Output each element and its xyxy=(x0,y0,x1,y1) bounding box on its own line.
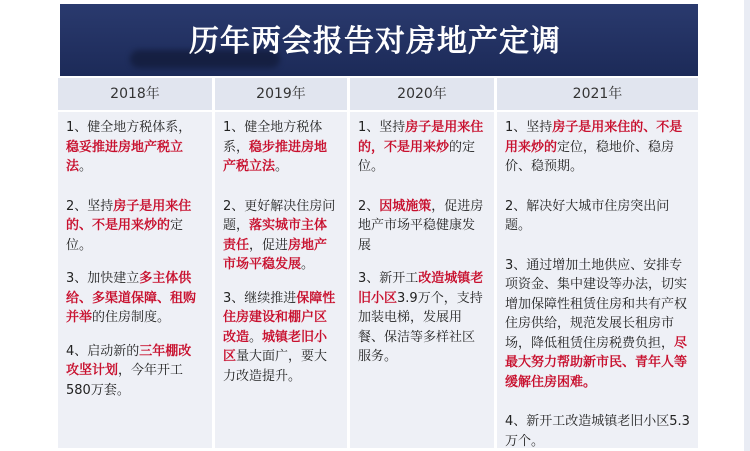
item-1 xyxy=(66,118,204,177)
highlight-text: 房子是用来住的、不是用来炒的 xyxy=(505,120,683,155)
body-text: 。 xyxy=(79,159,93,174)
page-title: 历年两会报告对房地产定调 xyxy=(189,24,561,59)
table-header-row xyxy=(58,78,698,112)
highlight-text: 稳步推进房地产税立法 xyxy=(223,139,328,174)
right-edge-strip xyxy=(744,0,750,451)
item-3 xyxy=(223,289,339,387)
highlight-text: 多主体供给、多渠道保障、租购并举 xyxy=(66,271,197,325)
header-2018: 2018年 xyxy=(58,78,212,110)
item-3 xyxy=(358,269,486,367)
body-text: 2、 xyxy=(358,198,380,214)
highlight-text: 因城施策 xyxy=(379,198,432,214)
body-text: 1、健全地方税体系， xyxy=(66,120,192,135)
item-2 xyxy=(66,197,204,256)
body-text: 的住房制度。 xyxy=(92,310,171,325)
highlight-text: 城镇老旧小区 xyxy=(223,329,328,364)
policy-table xyxy=(58,78,698,448)
body-text: 3、新开工 xyxy=(358,271,419,286)
highlight-text: 稳妥推进房地产税立法 xyxy=(66,139,184,174)
body-text: 。 xyxy=(275,159,289,174)
body-text: 1、坚持 xyxy=(505,120,553,135)
item-1 xyxy=(505,118,692,177)
body-text: 3.9万个，支持加装电梯，发展用餐、保洁等多样社区服务。 xyxy=(358,290,483,364)
highlight-text: 房子是用来住的、不是用来炒的 xyxy=(66,198,192,233)
highlight-text: 房子是用来住的，不是用来炒 xyxy=(358,120,484,155)
header-2021: 2021年 xyxy=(497,78,698,110)
body-text: 2、更好解决住房问题， xyxy=(223,198,336,233)
body-text: 。 xyxy=(301,257,315,272)
column-2020 xyxy=(350,112,494,448)
highlight-text: 三年棚改攻坚计划 xyxy=(66,343,192,378)
item-2 xyxy=(358,197,486,256)
body-text: 2、解决好大城市住房突出问题。 xyxy=(505,198,670,233)
item-4 xyxy=(66,342,204,401)
body-text: 。 xyxy=(249,329,263,345)
body-text: ，促进 xyxy=(249,237,289,253)
column-2018 xyxy=(58,112,212,448)
body-text: 3、加快建立 xyxy=(66,271,140,286)
body-text: 定位。 xyxy=(66,218,184,253)
body-text: 3、继续推进 xyxy=(223,290,297,306)
body-text: 4、启动新的 xyxy=(66,343,140,359)
body-text: 4、新开工改造城镇老旧小区5.3万个。 xyxy=(505,414,690,449)
header-2019: 2019年 xyxy=(215,78,347,110)
item-1 xyxy=(358,118,486,177)
body-text: 1、健全地方税体系， xyxy=(223,120,323,155)
item-3 xyxy=(505,256,692,393)
item-3 xyxy=(66,269,204,328)
item-1 xyxy=(223,118,339,177)
body-text: 定位，稳地价、稳房价、稳预期。 xyxy=(505,139,675,174)
item-4 xyxy=(505,412,692,451)
body-text: 2、坚持 xyxy=(66,198,114,214)
column-2021 xyxy=(497,112,698,448)
column-2019 xyxy=(215,112,347,448)
body-text: 1、坚持 xyxy=(358,120,406,135)
body-text: 量大面广，要大力改造提升。 xyxy=(223,349,328,384)
item-2 xyxy=(505,197,692,236)
highlight-text: 房地产市场平稳发展 xyxy=(223,237,328,272)
highlight-text: 保障性住房建设和棚户区改造 xyxy=(223,290,336,345)
header-2020: 2020年 xyxy=(350,78,494,110)
body-text: 的定位。 xyxy=(358,139,476,174)
body-text: ，促进房地产市场平稳健康发展 xyxy=(358,198,484,253)
highlight-text: 落实城市主体责任 xyxy=(223,218,328,253)
body-text: ，今年开工580万套。 xyxy=(66,363,184,398)
item-2 xyxy=(223,197,339,275)
highlight-text: 尽最大努力帮助新市民、青年人等缓解住房困难。 xyxy=(505,335,688,390)
body-text: 3、通过增加土地供应、安排专项资金、集中建设等办法，切实增加保障性租赁住房和共有产权住房供给，规范发展长租房市场，降低租赁住房税费负担， xyxy=(505,257,688,351)
highlight-text: 改造城镇老旧小区 xyxy=(358,271,484,306)
